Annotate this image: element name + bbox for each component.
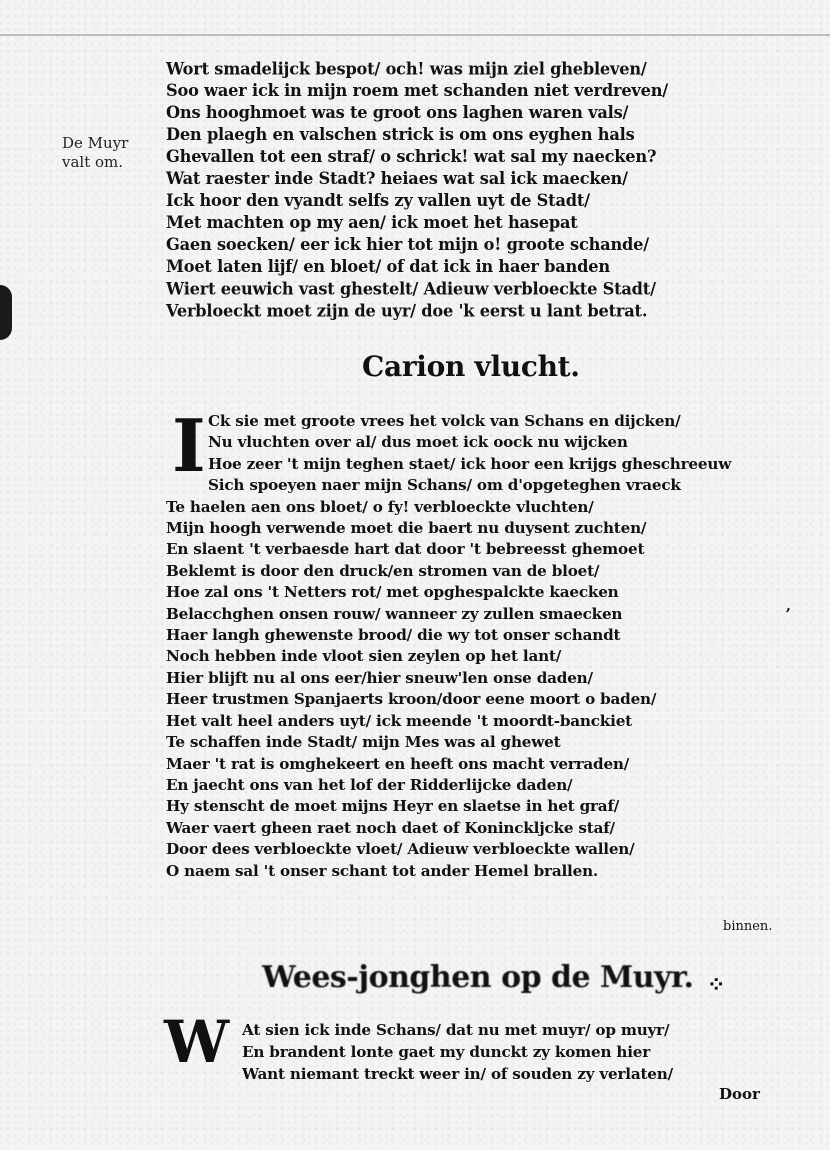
verse-line: Belacchghen onsen rouw/ wanneer zy zullen smaecken bbox=[166, 604, 623, 623]
margin-note bbox=[62, 134, 128, 172]
verse-line: Hy stenscht de moet mijns Heyr en slaetse in het graf/ bbox=[166, 797, 620, 816]
verse-line: Beklemt is door den druck/en stromen van de bloet/ bbox=[166, 561, 600, 580]
verse-block-2 bbox=[166, 403, 732, 882]
margin-note-line: De Muyr bbox=[62, 134, 129, 152]
verse-line: Nu vluchten over al/ dus moet ick oock nu wijcken bbox=[208, 433, 628, 452]
verse-line: En brandent lonte gaet my dunckt zy komen hier bbox=[242, 1043, 651, 1061]
verse-line: Moet laten lijf/ en bloet/ of dat ick in haer banden bbox=[166, 256, 610, 277]
verse-line: Den plaegh en valschen strick is om ons eyghen hals bbox=[166, 124, 635, 145]
verse-line: Heer trustmen Spanjaerts kroon/door eene moort o baden/ bbox=[166, 690, 657, 709]
section-heading: Wees-jonghen op de Muyr. bbox=[262, 960, 694, 995]
verse-line: Verbloeckt moet zijn de uyr/ doe 'k eerst u lant betrat. bbox=[166, 300, 648, 321]
verse-line: Waer vaert gheen raet noch daet of Koninckljcke staf/ bbox=[166, 818, 615, 837]
verse-block-1 bbox=[166, 58, 668, 322]
verse-line: Wiert eeuwich vast ghestelt/ Adieuw verbloeckte Stadt/ bbox=[166, 278, 656, 299]
ink-blot: ⁘ bbox=[707, 972, 726, 998]
verse-line: Te schaffen inde Stadt/ mijn Mes was al ghewet bbox=[166, 733, 561, 752]
verse-line: O naem sal 't onser schant tot ander Hemel brallen. bbox=[166, 861, 599, 880]
verse-line: Hoe zeer 't mijn teghen staet/ ick hoor een krijgs gheschreeuw bbox=[208, 454, 732, 473]
verse-line: Met machten op my aen/ ick moet het hasepat bbox=[166, 212, 578, 233]
verse-line: Ick hoor den vyandt selfs zy vallen uyt de Stadt/ bbox=[166, 190, 590, 211]
verse-line: Hier blijft nu al ons eer/hier sneuw'len onse daden/ bbox=[166, 668, 593, 687]
verse-line: Wat raester inde Stadt? heiaes wat sal ick maecken/ bbox=[166, 168, 628, 189]
verse-line: Hoe zal ons 't Netters rot/ met opghespalckte kaecken bbox=[166, 583, 619, 602]
verse-line: Wort smadelijck bespot/ och! was mijn ziel ghebleven/ bbox=[166, 58, 647, 79]
verse-line: Ck sie met groote vrees het volck van Schans en dijcken/ bbox=[208, 412, 681, 430]
verse-line: Door dees verbloeckte vloet/ Adieuw verbloeckte wallen/ bbox=[166, 840, 635, 859]
verse-line: Haer langh ghewenste brood/ die wy tot onser schandt bbox=[166, 626, 621, 645]
section-heading: Carion vlucht. bbox=[362, 350, 580, 383]
verse-line: Want niemant treckt weer in/ of souden zy verlaten/ bbox=[242, 1065, 673, 1083]
verse-line: Ghevallen tot een straf/ o schrick! wat sal my naecken? bbox=[166, 146, 657, 167]
verse-line: En slaent 't verbaesde hart dat door 't bebreesst ghemoet bbox=[166, 540, 645, 559]
verse-line: Soo waer ick in mijn roem met schanden niet verdreven/ bbox=[166, 80, 668, 101]
verse-line: Sich spoeyen naer mijn Schans/ om d'opgeteghen vraeck bbox=[208, 476, 681, 495]
verse-line: Mijn hoogh verwende moet die baert nu duysent zuchten/ bbox=[166, 519, 647, 538]
verse-line: Gaen soecken/ eer ick hier tot mijn o! groote schande/ bbox=[166, 234, 649, 255]
catchword: binnen. bbox=[723, 919, 773, 934]
catchword: Door bbox=[719, 1085, 760, 1103]
binding-shadow bbox=[0, 285, 12, 340]
stray-ink-mark: , bbox=[786, 598, 791, 614]
drop-cap: I bbox=[172, 403, 206, 488]
drop-cap: W bbox=[164, 1008, 230, 1076]
page-top-edge bbox=[0, 34, 830, 36]
verse-line: Maer 't rat is omghekeert en heeft ons macht verraden/ bbox=[166, 754, 630, 773]
verse-line: Het valt heel anders uyt/ ick meende 't moordt-banckiet bbox=[166, 711, 632, 730]
verse-line: En jaecht ons van het lof der Ridderlijcke daden/ bbox=[166, 775, 573, 794]
margin-note-line: valt om. bbox=[62, 153, 124, 171]
verse-block-3 bbox=[242, 1019, 673, 1085]
verse-line: Ons hooghmoet was te groot ons laghen waren vals/ bbox=[166, 102, 629, 123]
verse-line: Te haelen aen ons bloet/ o fy! verbloeckte vluchten/ bbox=[166, 497, 594, 516]
verse-line: At sien ick inde Schans/ dat nu met muyr/ op muyr/ bbox=[242, 1021, 670, 1039]
verse-line: Noch hebben inde vloot sien zeylen op het lant/ bbox=[166, 647, 562, 666]
